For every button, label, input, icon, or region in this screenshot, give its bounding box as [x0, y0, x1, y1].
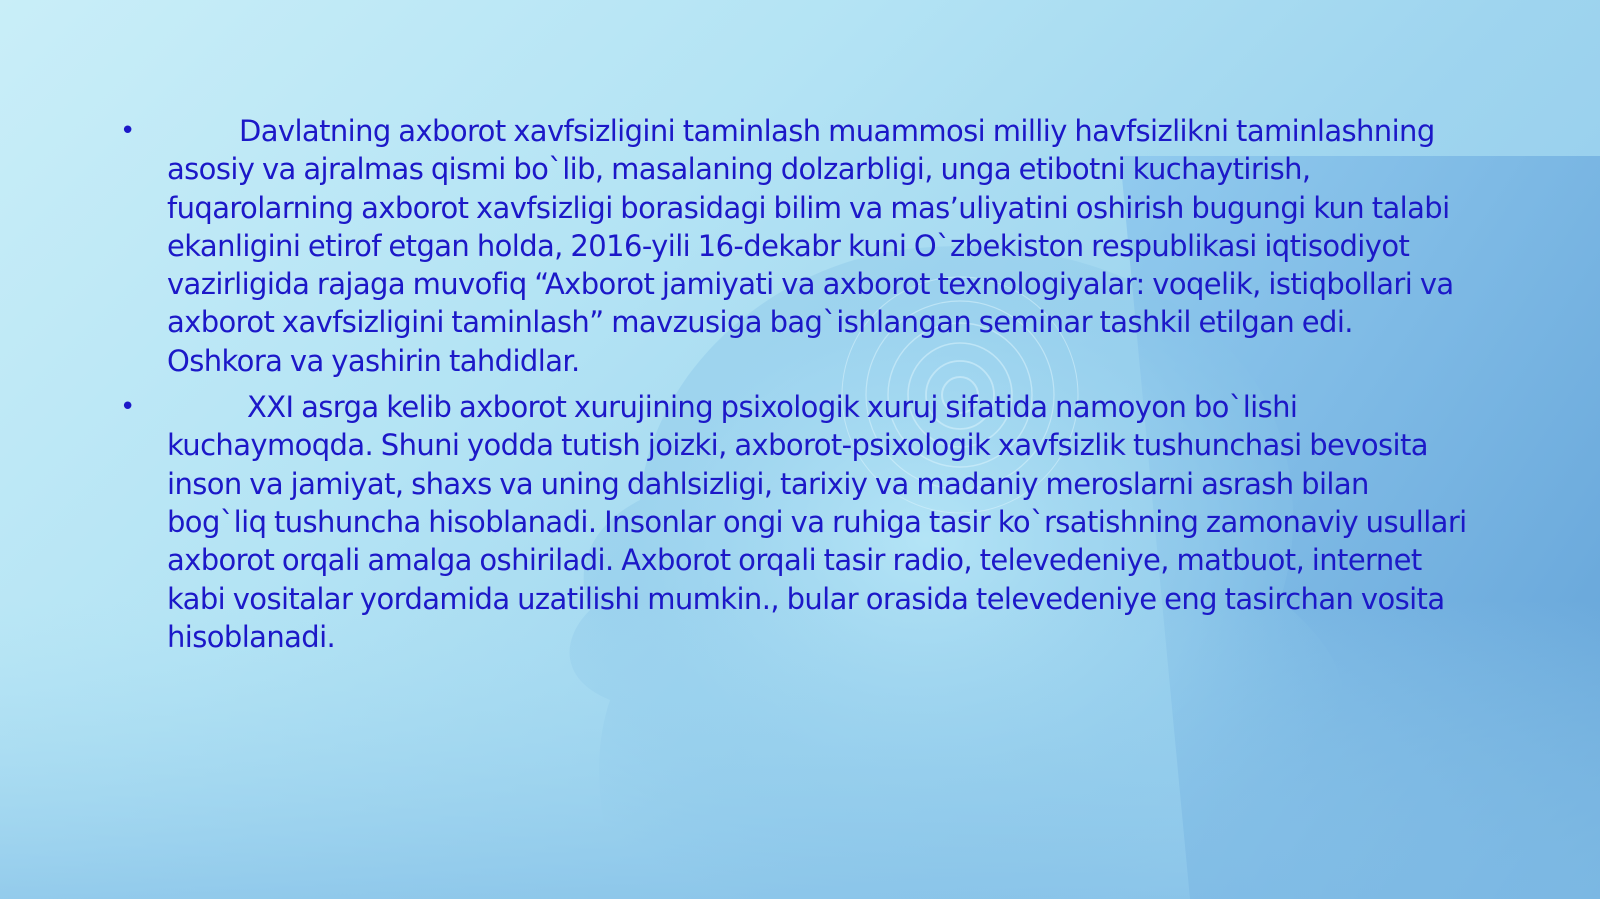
bullet-marker: • [120, 116, 135, 146]
bullet-marker: • [120, 392, 135, 423]
slide-body [120, 112, 1470, 664]
bullet-paragraph-2 [120, 388, 1470, 656]
paragraph-2-text: XXI asrga kelib axborot xurujining psixologik xuruj sifatida namoyon bo`lishi kuchaymoqda. Shuni yodda tutish joizki, axborot-psixologik xavfsizlik tushunchasi bevosita inson va jamiyat, shaxs va uning dahlsizligi, tarixiy va madaniy meroslarni asrash bilan bog`liq tushuncha hisoblanadi. Insonlar ongi va ruhiga tasir ko`rsatishning zamonaviy usullari axborot orqali amalga oshiriladi. Axborot orqali tasir radio, televedeniye, matbuot, internet kabi vositalar yordamida uzatilishi mumkin., bular orasida televedeniye eng tasirchan vosita hisoblanadi. [167, 390, 1467, 654]
bullet-paragraph-1 [120, 112, 1470, 380]
paragraph-1-text: Davlatning axborot xavfsizligini taminlash muammosi milliy havfsizlikni taminlashning asosiy va ajralmas qismi bo`lib, masalaning dolzarbligi, unga etibotni kuchaytirish, fuqarolarning axborot xavfsizligi borasidagi bilim va mas’uliyatini oshirish bugungi kun talabi ekanligini etirof etgan holda, 2016-yili 16-dekabr kuni O`zbekiston respublikasi iqtisodiyot vazirligida rajaga muvofiq “Axborot jamiyati va axborot texnologiyalar: voqelik, istiqbollari va axborot xavfsizligini taminlash” mavzusiga bag`ishlangan seminar tashkil etilgan edi. Oshkora va yashirin tahdidlar. [167, 114, 1454, 378]
